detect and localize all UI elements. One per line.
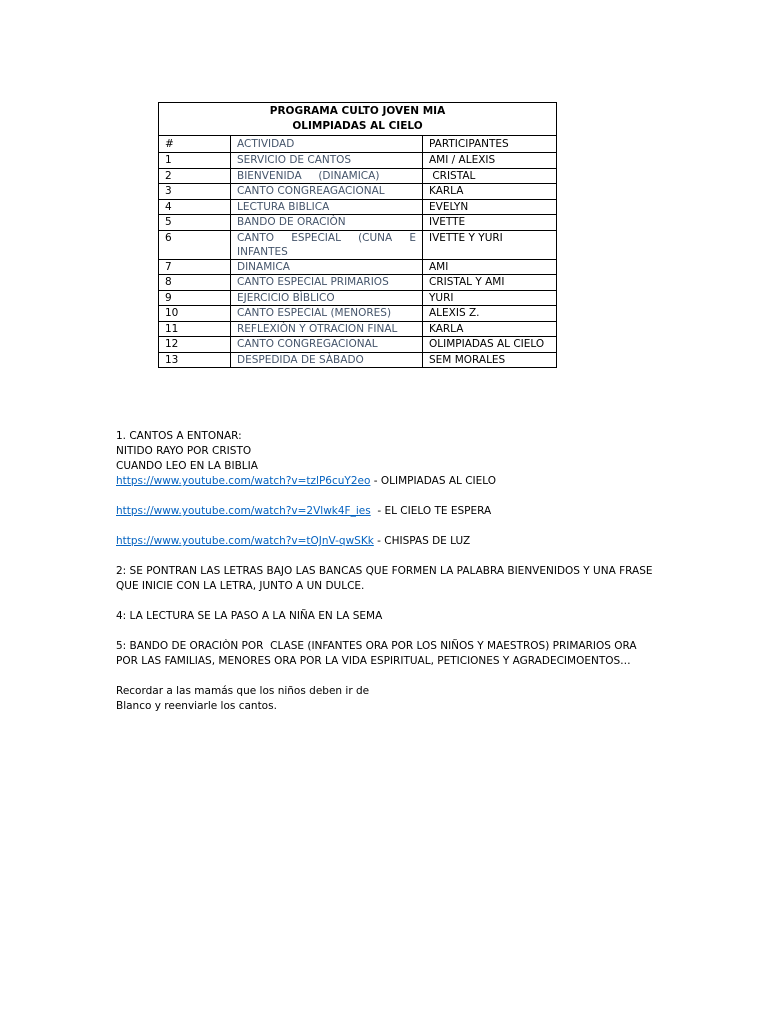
row-participants: EVELYN: [423, 199, 557, 215]
song-link[interactable]: https://www.youtube.com/watch?v=tzlP6cuY2eo: [116, 475, 371, 487]
row-participants: AMI / ALEXIS: [423, 153, 557, 169]
note-item-2-line-2: QUE INICIE CON LA LETRA, JUNTO A UN DULCE.: [116, 580, 365, 592]
row-activity: CANTO CONGREAGACIONAL: [231, 184, 423, 200]
song-line: NITIDO RAYO POR CRISTO: [116, 445, 252, 457]
row-activity: DESPEDIDA DE SÀBADO: [231, 352, 423, 368]
table-header-row: [159, 136, 557, 153]
row-activity: REFLEXIÒN Y OTRACION FINAL: [231, 321, 423, 337]
table-title-line-2: OLIMPIADAS AL CIELO: [292, 120, 423, 132]
row-participants: CRISTAL: [423, 168, 557, 184]
table-row: [159, 168, 557, 184]
song-link[interactable]: https://www.youtube.com/watch?v=2Vlwk4F_ies: [116, 505, 371, 517]
song-link-title: - EL CIELO TE ESPERA: [370, 505, 492, 517]
row-participants: IVETTE: [423, 215, 557, 231]
table-row: [159, 306, 557, 322]
row-participants: SEM MORALES: [423, 352, 557, 368]
row-num: 7: [159, 259, 231, 275]
table-row: [159, 337, 557, 353]
cantos-heading: 1. CANTOS A ENTONAR:: [116, 430, 242, 442]
note-item-5-line-2: POR LAS FAMILIAS, MENORES ORA POR LA VIDA ESPIRITUAL, PETICIONES Y AGRADECIMOENTOS…: [116, 655, 631, 667]
row-activity-line-2: INFANTES: [237, 245, 288, 258]
row-activity: CANTO CONGREGACIONAL: [231, 337, 423, 353]
row-num: 4: [159, 199, 231, 215]
row-num: 13: [159, 352, 231, 368]
song-link[interactable]: https://www.youtube.com/watch?v=tOJnV-qwSKk: [116, 535, 374, 547]
song-line: CUANDO LEO EN LA BIBLIA: [116, 460, 258, 472]
table-row: [159, 199, 557, 215]
reminder-line-2: Blanco y reenviarle los cantos.: [116, 700, 277, 712]
row-participants: OLIMPIADAS AL CIELO: [423, 337, 557, 353]
row-num: 11: [159, 321, 231, 337]
note-item-4: 4: LA LECTURA SE LA PASO A LA NIÑA EN LA SEMA: [116, 610, 383, 622]
row-participants: CRISTAL Y AMI: [423, 275, 557, 291]
reminder-line-1: Recordar a las mamás que los niños deben ir de: [116, 685, 370, 697]
row-num: 3: [159, 184, 231, 200]
notes-section: [116, 429, 656, 714]
table-title-row: [159, 103, 557, 136]
row-activity: SERVICIO DE CANTOS: [231, 153, 423, 169]
table-row: [159, 275, 557, 291]
table-row: [159, 215, 557, 231]
row-activity-line-1: CANTO ESPECIAL (CUNA E: [237, 231, 416, 244]
header-participants: PARTICIPANTES: [423, 136, 557, 153]
table-row: [159, 259, 557, 275]
header-num: #: [159, 136, 231, 153]
row-num: 1: [159, 153, 231, 169]
row-activity: EJERCICIO BÌBLICO: [231, 290, 423, 306]
table-row: [159, 321, 557, 337]
table-title: [159, 103, 557, 136]
song-link-line: [116, 474, 656, 489]
row-participants: YURI: [423, 290, 557, 306]
row-participants: KARLA: [423, 184, 557, 200]
row-num: 12: [159, 337, 231, 353]
table-row: [159, 230, 557, 259]
row-activity: CANTO ESPECIAL (MENORES): [231, 306, 423, 322]
row-participants: KARLA: [423, 321, 557, 337]
song-link-title: - OLIMPIADAS AL CIELO: [370, 475, 496, 487]
row-participants: IVETTE Y YURI: [423, 230, 557, 259]
table-row: [159, 290, 557, 306]
program-table: [158, 102, 557, 368]
row-activity: CANTO ESPECIAL PRIMARIOS: [231, 275, 423, 291]
row-num: 9: [159, 290, 231, 306]
row-activity: BANDO DE ORACIÒN: [231, 215, 423, 231]
note-item-2-line-1: 2: SE PONTRAN LAS LETRAS BAJO LAS BANCAS QUE FORMEN LA PALABRA BIENVENIDOS Y UNA FRASE: [116, 565, 653, 577]
row-num: 6: [159, 230, 231, 259]
song-link-title: - CHISPAS DE LUZ: [373, 535, 471, 547]
row-participants: ALEXIS Z.: [423, 306, 557, 322]
table-row: [159, 352, 557, 368]
table-row: [159, 153, 557, 169]
table-title-line-1: PROGRAMA CULTO JOVEN MIA: [269, 105, 446, 117]
note-item-5-line-1: 5: BANDO DE ORACIÒN POR CLASE (INFANTES ORA POR LOS NIÑOS Y MAESTROS) PRIMARIOS ORA: [116, 640, 637, 652]
row-num: 10: [159, 306, 231, 322]
header-activity: ACTIVIDAD: [231, 136, 423, 153]
row-num: 8: [159, 275, 231, 291]
song-link-line: [116, 534, 656, 549]
row-participants: AMI: [423, 259, 557, 275]
row-activity: LECTURA BIBLICA: [231, 199, 423, 215]
row-activity: [231, 230, 423, 259]
row-activity: DINAMICA: [231, 259, 423, 275]
row-activity: BIENVENIDA (DINAMICA): [231, 168, 423, 184]
row-num: 2: [159, 168, 231, 184]
song-link-line: [116, 504, 656, 519]
table-row: [159, 184, 557, 200]
row-num: 5: [159, 215, 231, 231]
